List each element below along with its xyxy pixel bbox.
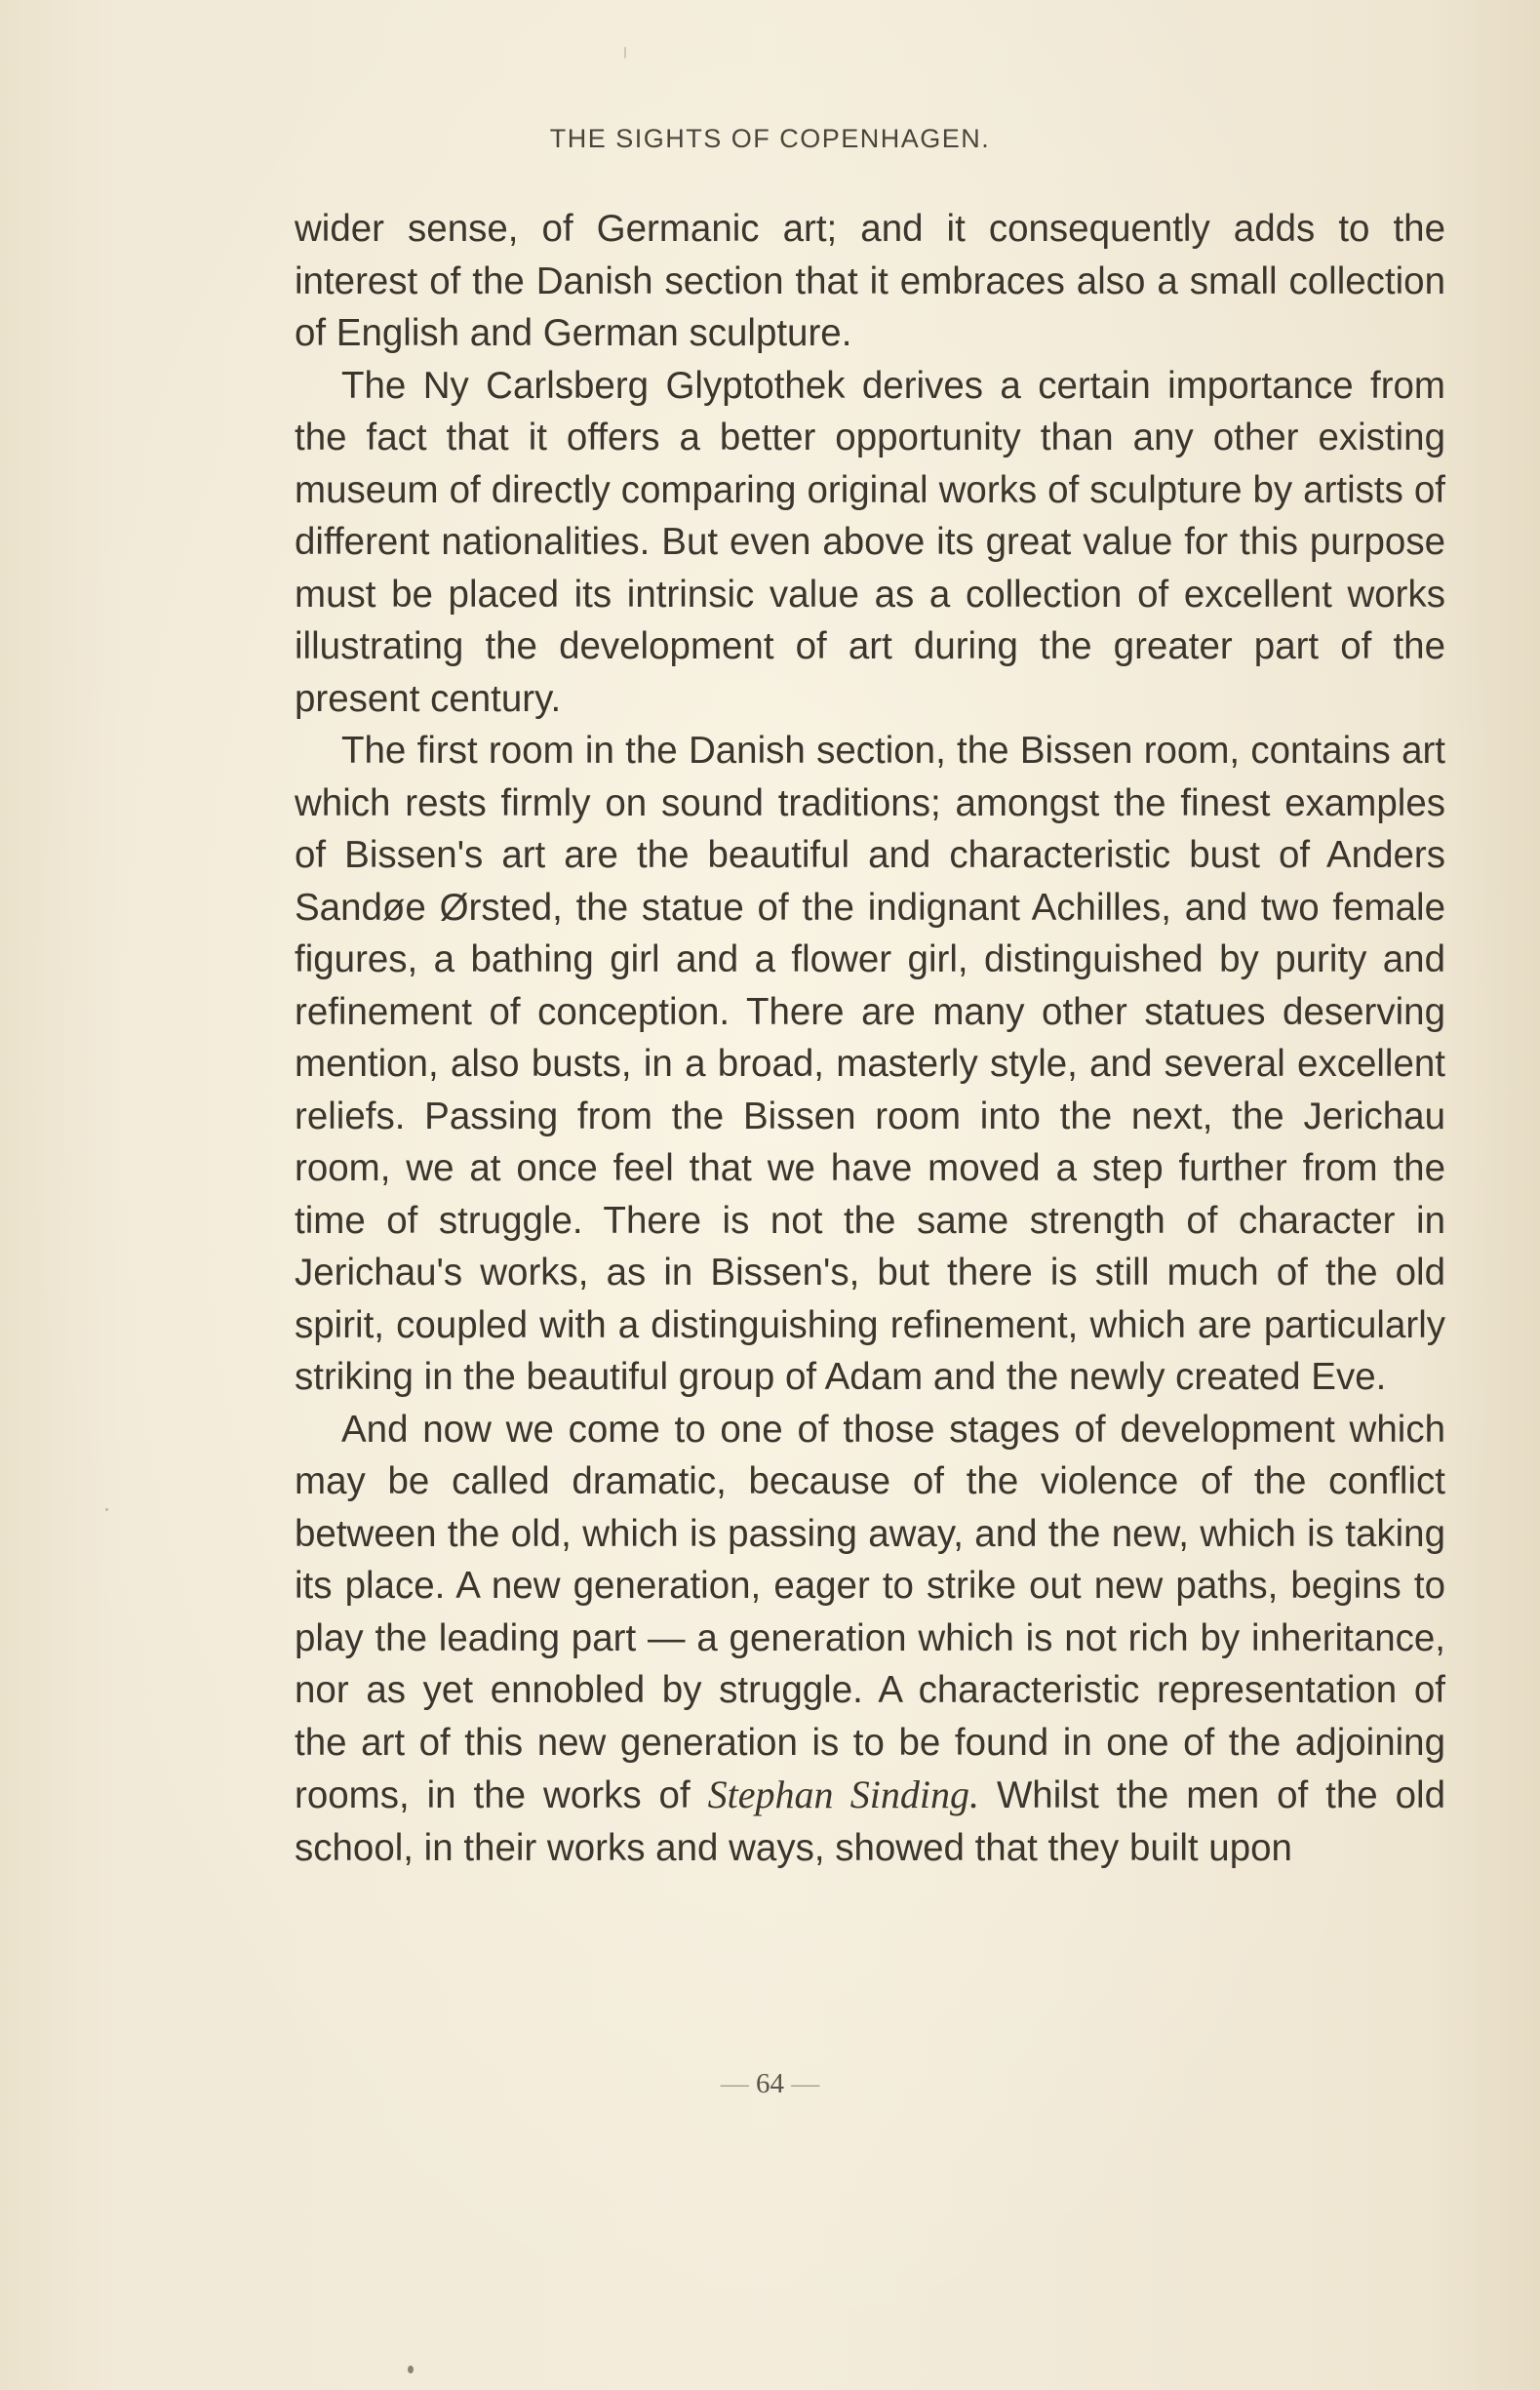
paragraph-glyptothek: The Ny Carlsberg Glyptothek derives a certain importance from the fact that it offers a better opportunity than any other existing museum of directly comparing original works of sculpture by artists of different nationalities. But even above its great value for this purpose must be placed its intrinsic value as a collection of excellent works illustrating the development of art during the greater part of the present century. — [295, 364, 1445, 720]
paragraph-continued: wider sense, of Germanic art; and it consequently adds to the interest of the Danish section that it embraces also a small collection of English and German sculpture. — [295, 208, 1445, 354]
artist-name-italic: Stephan Sinding. — [707, 1773, 979, 1816]
paragraph-dramatic-stage — [295, 1404, 1445, 1875]
body-text — [295, 203, 1445, 1874]
paper-speck — [105, 1508, 108, 1511]
paper-speck — [624, 47, 626, 59]
page-number — [0, 2068, 1540, 2100]
folio-dash-left: — — [720, 2068, 749, 2099]
running-head: THE SIGHTS OF COPENHAGEN. — [549, 124, 991, 153]
paragraph-bissen-room: The first room in the Danish section, the Bissen room, contains art which rests firmly on sound traditions; amongst the finest examples of Bissen's art are the beautiful and characteristic bust of Anders Sandøe Ørsted, the statue of the indignant Achilles, and two female figures, a bathing girl and a flower girl, distinguished by purity and refinement of conception. There are many other statues deserving mention, also busts, in a broad, masterly style, and several excellent reliefs. Passing from the Bissen room into the next, the Jerichau room, we at once feel that we have moved a step further from the time of struggle. There is not the same strength of character in Jerichau's works, as in Bissen's, but there is still much of the old spirit, coupled with a distinguishing refinement, which are particularly striking in the beautiful group of Adam and the newly created Eve. — [295, 730, 1445, 1398]
paragraph-text-after-name: Whilst the men of the old school, in their works and ways, showed that they built upon — [295, 1774, 1446, 1869]
folio-dash-right: — — [791, 2068, 820, 2099]
page-number-value: 64 — [756, 2068, 784, 2099]
paper-speck — [408, 2366, 414, 2373]
paragraph-text-before-name: And now we come to one of those stages of development which may be called dramatic, because of the violence of the conflict between the old, which is passing away, and the new, which is taking its place. A new generation, eager to strike out new paths, begins to play the leading part — a generation which is not rich by inheritance, nor as yet ennobled by struggle. A characteristic representation of the art of this new generation is to be found in one of the adjoining rooms, in the works of — [295, 1408, 1445, 1816]
